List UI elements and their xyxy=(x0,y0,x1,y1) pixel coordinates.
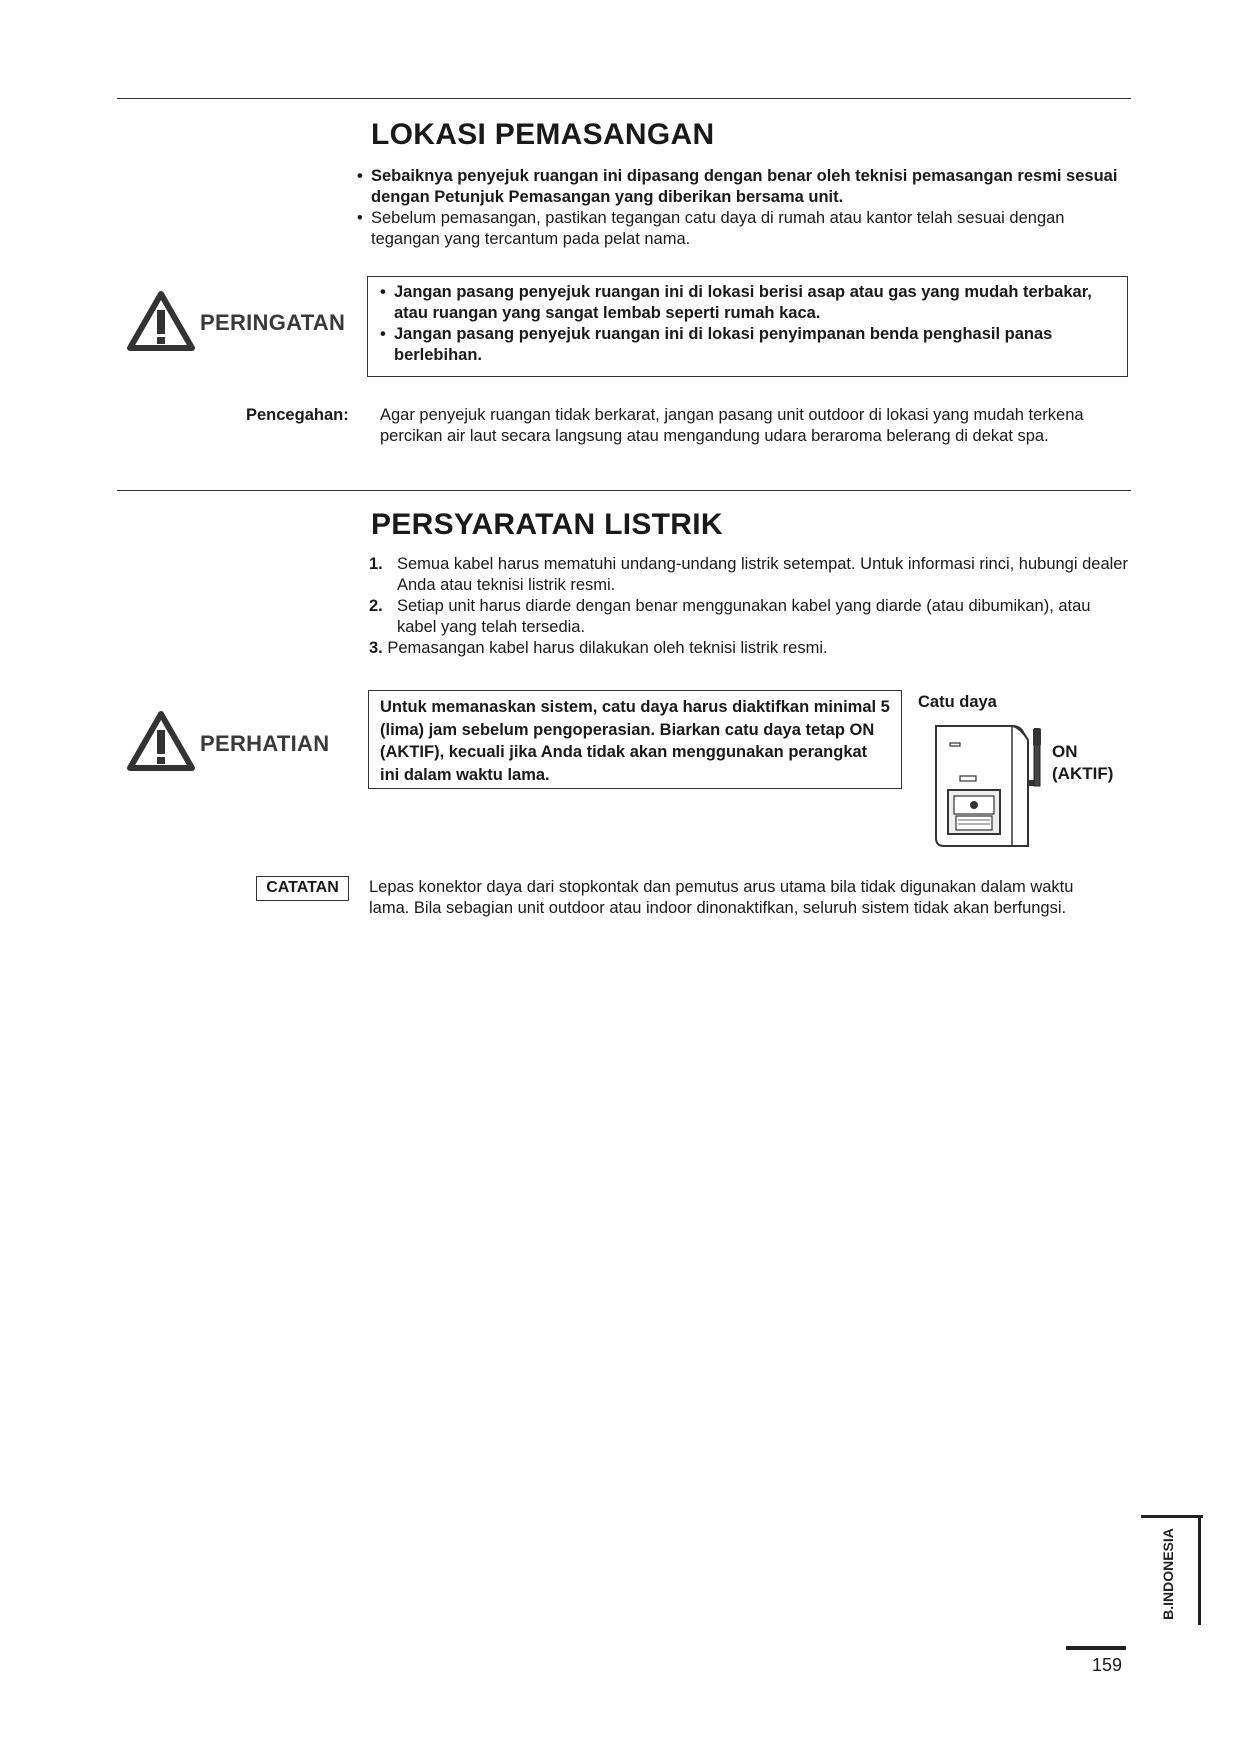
prevention-text: Agar penyejuk ruangan tidak berkarat, jangan pasang unit outdoor di lokasi yang mudah terkena percikan air laut secara langsung atau mengandung udara beraroma belerang di dekat spa. xyxy=(380,406,1084,445)
caution-triangle-icon xyxy=(126,710,196,772)
warning-item-2: • Jangan pasang penyejuk ruangan ini di lokasi penyimpanan benda penghasil panas berlebihan. xyxy=(378,324,1113,366)
side-tab-right-bar xyxy=(1198,1515,1201,1625)
figure-aktif-label: (AKTIF) xyxy=(1052,764,1114,783)
power-switch-illustration xyxy=(928,716,1058,852)
figure-caption: Catu daya xyxy=(918,693,997,711)
side-tab-label: B.INDONESIA xyxy=(1160,1528,1176,1620)
list-item: 2. Setiap unit harus diarde dengan benar menggunakan kabel yang diarde (atau dibumikan), atau kabel yang telah tersedia. xyxy=(369,597,1091,636)
section2-list xyxy=(369,554,1129,659)
section-title-listrik: PERSYARATAN LISTRIK xyxy=(371,508,723,541)
list-item: 1. Semua kabel harus mematuhi undang-undang listrik setempat. Untuk informasi rinci, hubungi dealer Anda atau teknisi listrik resmi. xyxy=(369,555,1128,594)
side-tab-top-bar xyxy=(1141,1515,1203,1518)
prevention-label: Pencegahan: xyxy=(246,406,349,424)
middle-divider xyxy=(117,490,1131,491)
figure-on-label: ON xyxy=(1052,742,1078,761)
list-item: 3. Pemasangan kabel harus dilakukan oleh teknisi listrik resmi. xyxy=(369,639,828,657)
page-number: 159 xyxy=(1091,1655,1122,1675)
section1-bullet-2: • Sebelum pemasangan, pastikan tegangan catu daya di rumah atau kantor telah sesuai dengan tegangan yang tercantum pada pelat nama. xyxy=(355,208,1135,250)
warning-item-1: • Jangan pasang penyejuk ruangan ini di lokasi berisi asap atau gas yang mudah terbakar, atau ruangan yang sangat lembab seperti rumah kaca. xyxy=(378,282,1113,324)
caution-box xyxy=(368,690,902,789)
section-title-lokasi: LOKASI PEMASANGAN xyxy=(371,118,715,151)
section1-bullet-1: • Sebaiknya penyejuk ruangan ini dipasang dengan benar oleh teknisi pemasangan resmi sesuai dengan Petunjuk Pemasangan yang diberikan bersama unit. xyxy=(355,166,1135,208)
warning-label: PERINGATAN xyxy=(200,310,346,335)
warning-box xyxy=(367,276,1128,377)
side-tab xyxy=(1141,1525,1195,1623)
note-label: CATATAN xyxy=(256,876,349,901)
section1-bullets xyxy=(355,166,1135,250)
warning-triangle-icon xyxy=(126,290,196,352)
page-number-bar xyxy=(1066,1646,1126,1650)
caution-label: PERHATIAN xyxy=(200,731,330,756)
note-text: Lepas konektor daya dari stopkontak dan pemutus arus utama bila tidak digunakan dalam waktu lama. Bila sebagian unit outdoor atau indoor dinonaktifkan, seluruh sistem tidak akan berfungsi. xyxy=(369,878,1074,917)
top-divider xyxy=(117,98,1131,99)
caution-text: Untuk memanaskan sistem, catu daya harus diaktifkan minimal 5 (lima) jam sebelum pengoperasian. Biarkan catu daya tetap ON (AKTIF), kecuali jika Anda tidak akan menggunakan perangkat ini dalam waktu lama. xyxy=(380,698,890,784)
